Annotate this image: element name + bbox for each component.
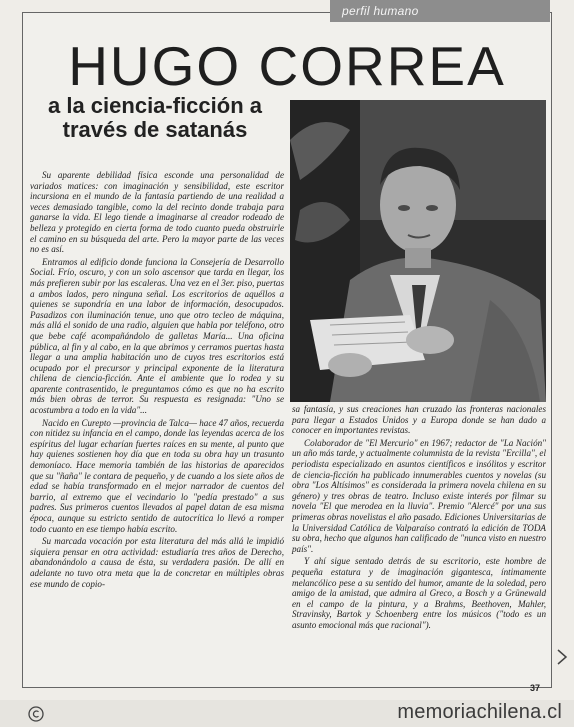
paragraph: Entramos al edificio donde funciona la Consejería de Desarrollo Social. Frío, oscuro, y con un solo ascensor que tarda en llegar, los más prefieren subir por las escaleras. Una vez en el 3er. piso, puertas a ambos lados, pero ninguna señal. Los escritorios de aquéllos a quienes se supondría en una labor de información, desocupados. Pasadizos con iluminación tenue, uno que otro tecleo de máquina, más allá el sonido de una radio, alguien que habla por teléfono, otro que bebe café acompañándolo de galletas María... Una oficina pública, al fin y al cabo, en la que abrimos y cerramos puertas hasta llegar a una amplia habitación uno de cuyos tres escritorios está ocupado por el precursor y principal exponente de la literatura chilena de ciencia-ficción. Ante el ambiente que lo rodea y su aparente contrasentido, le preguntamos cómo es que no ha escrito más bien obras de terror. Su respuesta es resignada: "Uno se acostumbra a todo en la vida"... bbox=[30, 256, 284, 416]
article-subtitle: a la ciencia-ficción a través de satanás bbox=[48, 93, 262, 142]
author-photo-illustration bbox=[290, 100, 546, 402]
paragraph: Su aparente debilidad física esconde una personalidad de variados matices: con imaginación y sensibilidad, este escritor incursiona en el mundo de la fantasía partiendo de una realidad a veces demasiado tangible, como la del recinto donde trabaja para ganarse la vida. El lego tiende a imaginarse al creador rodeado de belleza y protegido en cierta forma de todo cuanto pueda obstruirle el camino en su búsqueda del arte. Pero la mayor parte de las veces no es así. bbox=[30, 170, 284, 255]
watermark-text[interactable]: memoriachilena.cl bbox=[397, 701, 562, 723]
author-photo bbox=[290, 100, 546, 402]
paragraph: Nacido en Curepto —provincia de Talca— hace 47 años, recuerda con nitidez su infancia en el campo, donde las leyendas acerca de los espíritus del lugar echarían fuertes raíces en su mente, al punto que hay quienes sostienen hoy día que en toda su obra hay un trasunto demoníaco. Hace memoria también de las historias de aparecidos que su "ñaña" le contara de pequeño, y de cuando a los siete años de edad se había transformado en el mejor narrador de cuentos del barrio, al extremo que el vecindario lo "pedía prestado" a sus padres. Sus primeros cuentos llevados al papel datan de esa misma época, aunque su estricto sentido de autocrítica lo llevó a romper todo cuanto en ese tiempo había escrito. bbox=[30, 417, 284, 534]
paragraph: Y ahí sigue sentado detrás de su escritorio, este hombre de pequeña estatura y de imaginación gigantesca, íntimamente melancólico pese a su sentido del humor, amante de la soledad, pero amigo de la amistad, que admira al Greco, a Bosch y a Grünewald en el campo de la pintura, y a Brahms, Beethoven, Mahler, Stravinsky, Bartok y Schoenberg entre los músicos ("todo es un asunto emocional más que racional"). bbox=[292, 556, 546, 630]
paragraph: Su marcada vocación por esta literatura del más allá le impidió siquiera pensar en otra actividad: estudiaría tres años de Derecho, abandonándolo a causa de ésta, su verdadera pasión. De allí en adelante no tuvo otra meta que la de concretar en múltiples obras ese mundo de copio- bbox=[30, 536, 284, 589]
article-column-left bbox=[30, 170, 284, 591]
page-number: 37 bbox=[529, 683, 540, 693]
cc-icon bbox=[28, 706, 44, 722]
paragraph: sa fantasía, y sus creaciones han cruzado las fronteras nacionales para llegar a Estados Unidos y a Europa donde se han dado a conocer en importantes revistas. bbox=[292, 404, 546, 436]
section-tab: perfil humano bbox=[330, 0, 550, 22]
paragraph: Colaborador de "El Mercurio" en 1967; redactor de "La Nación" un año más tarde, y actualmente columnista de la revista "Ercilla", el periodista especializado en asuntos científicos e insólitos y escritor de ciencia-ficción ha publicado innumerables cuentos y novelas (su obra "Los Altísimos" es considerada la primera novela chilena en su género) y tres obras de teatro. Incluso existe interés por filmar su novela "El que merodea en la lluvia". Premio "Alercé" por una sus primeras obras novelistas el año pasado. Ediciones Universitarias de la Universidad Católica de Valparaíso contrató la edición de TODA su obra, hecho que algunos han calificado de "nunca visto en nuestro país". bbox=[292, 437, 546, 554]
footer-bar bbox=[0, 700, 574, 727]
article-column-right bbox=[292, 404, 546, 632]
article-title: HUGO CORREA bbox=[68, 35, 506, 97]
next-page-arrow-icon[interactable] bbox=[556, 648, 568, 666]
